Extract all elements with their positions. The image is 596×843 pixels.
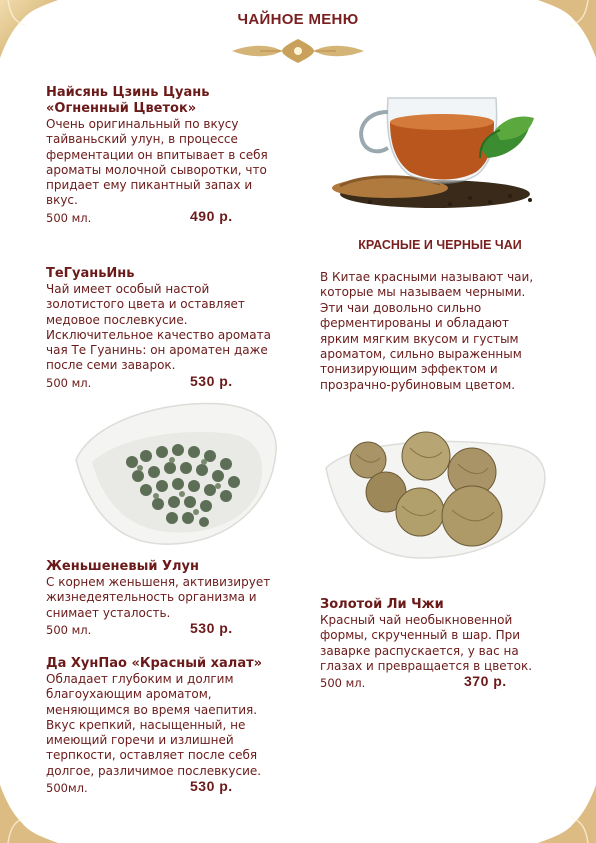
menu-item	[320, 597, 570, 692]
price-row	[46, 779, 296, 797]
item-description: Очень оригинальный по вкусу тайваньский улун, в процессе ферментации он впитывает в себя ароматы молочной сыворотки, что придает ему пикантный запах и вкус.	[46, 117, 268, 208]
item-price: 370 р.	[464, 673, 507, 690]
price-row	[320, 674, 570, 692]
item-volume: 500 мл.	[46, 210, 92, 225]
corner-ornament-icon	[538, 785, 596, 843]
item-price: 530 р.	[190, 778, 233, 795]
item-description: Чай имеет особый настой золотистого цвета и оставляет медовое послевкусие. Исключительное качество аромата чая Те Гуанинь: он ароматен даже после семи заварок.	[46, 282, 271, 373]
section-description: В Китае красными называют чаи, которые мы называем черными. Эти чаи довольно сильно ферментированы и обладают ярким мягким вкусом и густым ароматом, сильно выраженным тонизирующим эффектом и прозрачно-рубиновым цветом.	[320, 270, 534, 392]
item-volume: 500 мл.	[46, 622, 92, 637]
item-description: Красный чай необыкновенной формы, скрученный в шар. При заварке распускается, у вас на глазах и превращается в цветок.	[320, 613, 533, 673]
item-name: Да ХунПао «Красный халат»	[46, 656, 263, 671]
item-name: Женьшеневый Улун	[46, 559, 199, 574]
item-price: 530 р.	[190, 619, 233, 636]
item-price: 530 р.	[190, 372, 233, 389]
item-description: С корнем женьшеня, активизирует жизнедеятельность организма и снимает усталость.	[46, 575, 271, 620]
item-volume: 500мл.	[46, 781, 88, 796]
menu-item	[46, 266, 296, 392]
item-volume: 500 мл.	[320, 676, 366, 691]
page-title: ЧАЙНОЕ МЕНЮ	[237, 11, 359, 28]
oolong-tea-image	[72, 382, 282, 552]
item-description: Обладает глубоким и долгим благоухающим ароматом, меняющимся во время чаепития. Вкус крепкий, насыщенный, не имеющий горечи и излишней терпкости, оставляет после себя долгое, различимое послевкусие.	[46, 672, 262, 778]
corner-ornament-icon	[0, 0, 58, 58]
tea-balls-image	[322, 424, 552, 564]
section-title: КРАСНЫЕ И ЧЕРНЫЕ ЧАИ	[358, 238, 522, 252]
item-name: ТеГуаньИнь	[46, 266, 135, 281]
menu-item	[46, 85, 296, 227]
tea-cup-image	[330, 78, 548, 216]
item-volume: 500 мл.	[46, 375, 92, 390]
price-row	[46, 209, 296, 227]
item-name: Найсянь Цзинь Цуань «Огненный Цветок»	[46, 85, 210, 116]
corner-ornament-icon	[538, 0, 596, 58]
price-row	[46, 621, 296, 639]
item-name: Золотой Ли Чжи	[320, 597, 444, 612]
menu-item	[46, 656, 296, 797]
menu-item	[46, 559, 296, 639]
divider-ornament-icon	[230, 36, 366, 66]
item-price: 490 р.	[190, 207, 233, 224]
